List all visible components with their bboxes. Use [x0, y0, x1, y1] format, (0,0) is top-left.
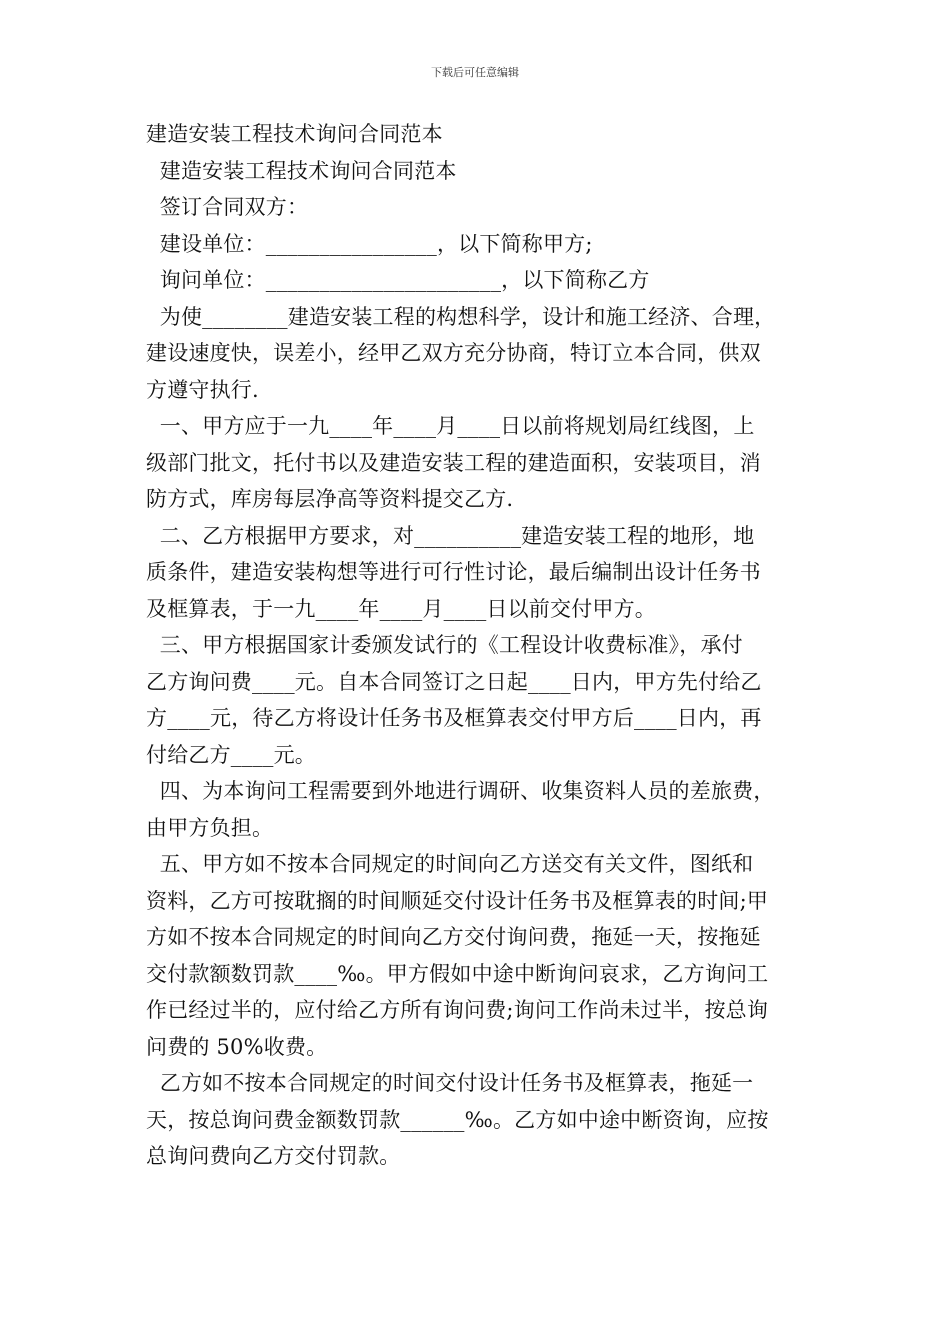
doc-line: 五、甲方如不按本合同规定的时间向乙方送交有关文件，图纸和 — [146, 852, 754, 876]
doc-line: 问费的 50%收费。 — [146, 1034, 328, 1059]
doc-line: 资料，乙方可按耽搁的时间顺延交付设计任务书及框算表的时间;甲 — [146, 888, 769, 913]
doc-line: 方遵守执行. — [146, 377, 259, 402]
doc-line: 一、甲方应于一九____年____月____日以前将规划局红线图，上 — [146, 414, 755, 438]
doc-line: 由甲方负担。 — [146, 815, 274, 840]
doc-line: 建设单位：________________，以下简称甲方; — [146, 231, 593, 256]
document-body — [146, 116, 826, 1175]
doc-line: 作已经过半的，应付给乙方所有询问费;询问工作尚未过半，按总询 — [146, 998, 769, 1022]
doc-line: 方____元，待乙方将设计任务书及框算表交付甲方后____日内，再 — [146, 706, 762, 730]
doc-line: 签订合同双方： — [146, 195, 309, 219]
doc-line: 及框算表，于一九____年____月____日以前交付甲方。 — [146, 596, 656, 621]
doc-line: 二、乙方根据甲方要求，对__________建造安装工程的地形，地 — [146, 523, 755, 548]
doc-line: 为使________建造安装工程的构想科学，设计和施工经济、合理， — [146, 304, 776, 329]
doc-line: 方如不按本合同规定的时间向乙方交付询问费，拖延一天，按拖延 — [146, 925, 761, 949]
doc-line: 付给乙方____元。 — [146, 742, 316, 767]
doc-line: 建设速度快，误差小，经甲乙双方充分协商，特订立本合同，供双 — [146, 341, 761, 365]
doc-line: 三、甲方根据国家计委颁发试行的《工程设计收费标准》，承付 — [146, 633, 743, 657]
doc-line: 质条件，建造安装构想等进行可行性讨论，最后编制出设计任务书 — [146, 560, 761, 584]
doc-line: 级部门批文，托付书以及建造安装工程的建造面积，安装项目，消 — [146, 450, 761, 475]
page-header: 下载后可任意编辑 — [431, 66, 519, 79]
document-title: 建造安装工程技术询问合同范本 — [146, 122, 443, 146]
doc-line: 乙方询问费____元。自本合同签订之日起____日内，甲方先付给乙 — [146, 669, 762, 694]
doc-line: 建造安装工程技术询问合同范本 — [146, 158, 457, 183]
doc-line: 总询问费向乙方交付罚款。 — [146, 1144, 401, 1168]
doc-line: 天，按总询问费金额数罚款______‰。乙方如中途中断资询，应按 — [146, 1107, 769, 1132]
doc-line: 询问单位：______________________，以下简称乙方 — [146, 268, 650, 292]
doc-line: 防方式，库房每层净高等资料提交乙方. — [146, 487, 514, 511]
doc-line: 四、为本询问工程需要到外地进行调研、收集资料人员的差旅费， — [146, 779, 775, 803]
doc-line: 交付款额数罚款____‰。甲方假如中途中断询问哀求，乙方询问工 — [146, 961, 769, 986]
doc-line: 乙方如不按本合同规定的时间交付设计任务书及框算表，拖延一 — [146, 1071, 754, 1095]
